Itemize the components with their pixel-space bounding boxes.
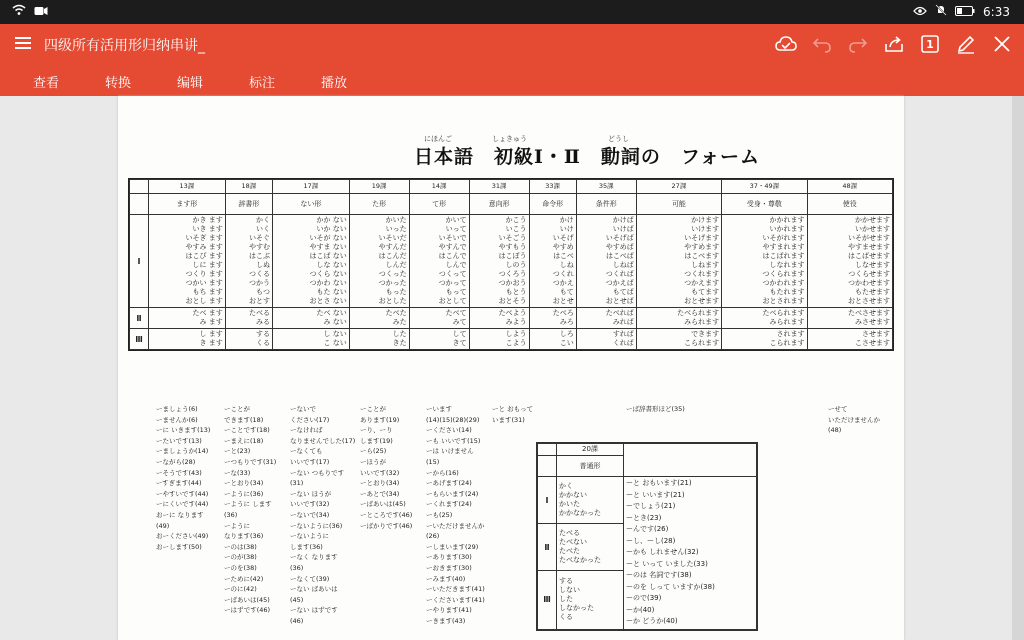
pattern-list: ーましょう(6) ーませんか(6) ーに いきます(13) ーたいです(13) ーましょうか(14) ーながら(28) ーそうです(43) ーすぎます(44) ーやすいです(44) ーにくいです(44) おーに なります (49) おーください(49) おーします(50)	[156, 405, 211, 551]
group-3-row	[130, 329, 893, 350]
lesson-header: 19課	[349, 180, 409, 194]
pattern-list: ーことが できます(18) ーことです(18) ーまえに(18) ーと(23) ーつもりです(31) ーな(33) ーとおり(34) ーように(36) ーように します (36) ーように なります(36) ーのは(38) ーのが(38) ーのを(38) ーために(42) ーのに(42) ーばあいは(45) ーはずです(46)	[224, 405, 277, 615]
verb-cell: かく かかない かいた かかなかった	[557, 477, 624, 524]
verb-cell: しろ こい	[529, 329, 576, 350]
pattern-list: ーないで ください(17) ーなければ なりませんでした(17) ーなくても いいです(17) ーない つもりです (31) ーない ほうが いいです(32) ーないで(34) ーないように(36) ーないように します(36) ーなく なります (36) ーなくて(39) ーない ばあいは (45) ーない はずです (46)	[290, 405, 356, 625]
pattern-section	[128, 404, 892, 640]
share-icon[interactable]	[882, 32, 906, 56]
ruby-shokyuu: しょきゅう	[492, 135, 527, 143]
verb-cell: たべろ みろ	[529, 308, 576, 329]
verb-cell: かけば いけば いそげば やすめば はこべば しねば つくれば つかえば もてば おとせば	[576, 215, 636, 308]
verb-cell: たべ ます み ます	[149, 308, 226, 329]
group-label: Ⅲ	[538, 571, 557, 629]
lesson-header-row	[130, 180, 893, 194]
scrollbar-track[interactable]	[1012, 96, 1024, 640]
group-label: Ⅰ	[538, 477, 557, 524]
status-bar	[0, 0, 1024, 24]
scan-title: 日本語 初級Ⅰ・Ⅱ 動詞の フォーム	[414, 146, 760, 168]
document-page[interactable]	[118, 96, 904, 640]
verb-cell: かかれます いかれます いそがれます やすまれます はこばれます しなれます つくられます つかわれます もたれます おとされます	[722, 215, 807, 308]
verb-cell: たべよう みよう	[469, 308, 529, 329]
verb-cell: たべる みる	[225, 308, 272, 329]
lesson20-table	[536, 442, 758, 631]
form-header: 普通形	[557, 456, 624, 477]
pattern-list: ーいます (14)(15)(28)(29) ーください(14) ーも いいです(15) ーは いけません (15) ーから(16) ーあげます(24) ーもらいます(24) ーくれます(24) ーも(25) ーいただけませんか (26) ーしまいます(29) ーあります(30) ーおきます(30) ーみます(40) ーいただきます(41) ーくださいます(41) ーやります(41) ーきます(43)	[426, 405, 485, 625]
verb-cell: たべる たべない たべた たべなかった	[557, 524, 624, 571]
tab-convert[interactable]: 转换	[104, 76, 131, 91]
form-header: 条件形	[576, 194, 636, 215]
clock: 6:33	[983, 4, 1010, 19]
redo-icon[interactable]	[846, 32, 870, 56]
verb-cell: かけます いけます いそげます やすめます はこべます しねます つくれます つかえます もてます おとせます	[636, 215, 721, 308]
wifi-icon	[12, 4, 26, 19]
edit-pencil-icon[interactable]	[954, 32, 978, 56]
group-1-row	[130, 215, 893, 308]
lesson-header: 35課	[576, 180, 636, 194]
group-label: Ⅱ	[130, 308, 149, 329]
verb-cell: たべた みた	[349, 308, 409, 329]
group-label: Ⅲ	[130, 329, 149, 350]
verb-cell: かいた いった いそいだ やすんだ はこんだ しんだ つくった つかった もった おとした	[349, 215, 409, 308]
pattern-list: ーことが あります(19) ーり、ーり します(19) ーら(25) ーほうが いいです(32) ーとおり(34) ーあとで(34) ーばあいは(45) ーところです(46) ーばかりです(46)	[360, 405, 413, 530]
close-icon[interactable]	[990, 32, 1014, 56]
tab-play[interactable]: 播放	[320, 76, 347, 91]
verb-cell: たべさせます みさせます	[807, 308, 892, 329]
verb-cell: しよう こよう	[469, 329, 529, 350]
eye-icon	[913, 5, 927, 19]
mute-notification-icon	[935, 4, 947, 19]
group-label: Ⅰ	[130, 215, 149, 308]
page-count-icon[interactable]	[918, 32, 942, 56]
page-count-badge: 1	[926, 37, 934, 51]
battery-icon	[955, 5, 975, 19]
form-header: ます形	[149, 194, 226, 215]
verb-cell: した きた	[349, 329, 409, 350]
verb-cell: かく いく いそぐ やすむ はこぶ しぬ つくる つかう もつ おとす	[225, 215, 272, 308]
form-header: 使役	[807, 194, 892, 215]
form-header: 可能	[636, 194, 721, 215]
verb-cell: かき ます いき ます いそぎ ます やすみ ます はこび ます しに ます つくり ます つかい ます もち ます おとし ます	[149, 215, 226, 308]
undo-icon[interactable]	[810, 32, 834, 56]
ruby-doushi: どうし	[608, 135, 629, 143]
lesson-header: 18課	[225, 180, 272, 194]
lesson-header: 48課	[807, 180, 892, 194]
video-record-icon	[34, 5, 48, 19]
verb-cell: かかせます いかせます いそがせます やすませます はこばせます しなせます つくらせます つかわせます もたせます おとさせます	[807, 215, 892, 308]
verb-cell: する しない した しなかった くる	[557, 571, 624, 629]
verb-cell: かけ いけ いそげ やすめ はこべ しね つくれ つかえ もて おとせ	[529, 215, 576, 308]
lesson-header: 33課	[529, 180, 576, 194]
form-header-row	[130, 194, 893, 215]
verb-cell: かこう いこう いそごう やすもう はこぼう しのう つくろう つかおう もとう おとそう	[469, 215, 529, 308]
tab-annotate[interactable]: 标注	[248, 76, 275, 91]
form-header: ない形	[272, 194, 349, 215]
pattern-list: ーと おもいます(21) ーと いいます(21) ーでしょう(21) ーとき(23) ーんです(26) ーし、ーし(28) ーかも しれません(32) ーと いって いました(33) ーのは 名詞です(38) ーのを しって いますか(38) ーので(39) ーか(40) ーか どうか(40)	[624, 477, 757, 630]
verb-cell: たべ ない み ない	[272, 308, 349, 329]
app-bar	[0, 24, 1024, 96]
verb-cell: たべられます みられます	[636, 308, 721, 329]
verb-cell: たべられます みられます	[722, 308, 807, 329]
menu-tabs	[0, 68, 370, 91]
cloud-sync-icon[interactable]	[774, 32, 798, 56]
group-label: Ⅱ	[538, 524, 557, 571]
lesson-header: 37・49課	[722, 180, 807, 194]
lesson-header: 27課	[636, 180, 721, 194]
form-header: 意向形	[469, 194, 529, 215]
pattern-list: ーと おもって います(31)	[492, 405, 534, 424]
verb-cell: かいて いって いそいで やすんで はこんで しんで つくって つかって もって おとして	[409, 215, 469, 308]
verb-cell: して きて	[409, 329, 469, 350]
menu-icon[interactable]	[14, 34, 32, 52]
form-header: 辞書形	[225, 194, 272, 215]
document-title: 四级所有活用形归纳串讲_	[44, 38, 205, 54]
form-header: て形	[409, 194, 469, 215]
lesson-header: 20課	[557, 444, 624, 456]
verb-cell: し ない こ ない	[272, 329, 349, 350]
ruby-nihongo: にほんご	[424, 135, 452, 143]
lesson-header: 31課	[469, 180, 529, 194]
lesson-header: 17課	[272, 180, 349, 194]
verb-cell: たべて みて	[409, 308, 469, 329]
verb-cell: させます こさせます	[807, 329, 892, 350]
lesson-header: 14課	[409, 180, 469, 194]
verb-cell: し ます き ます	[149, 329, 226, 350]
tab-view[interactable]: 查看	[32, 76, 59, 91]
verb-cell: できます こられます	[636, 329, 721, 350]
verb-cell: されます こられます	[722, 329, 807, 350]
pattern-list: ーば辞書形ほど(35)	[626, 405, 685, 413]
form-header: 命令形	[529, 194, 576, 215]
form-header: た形	[349, 194, 409, 215]
verb-cell: する くる	[225, 329, 272, 350]
lesson-header: 13課	[149, 180, 226, 194]
tab-edit[interactable]: 编辑	[176, 76, 203, 91]
verb-cell: すれば くれば	[576, 329, 636, 350]
verb-cell: かか ない いか ない いそが ない やすま ない はこば ない しな ない つくら ない つかわ ない もた ない おとさ ない	[272, 215, 349, 308]
verb-form-table	[128, 178, 894, 351]
form-header: 受身・尊敬	[722, 194, 807, 215]
pattern-list: ーせて いただけませんか (48)	[828, 405, 880, 435]
verb-cell: たべれば みれば	[576, 308, 636, 329]
group-2-row	[130, 308, 893, 329]
